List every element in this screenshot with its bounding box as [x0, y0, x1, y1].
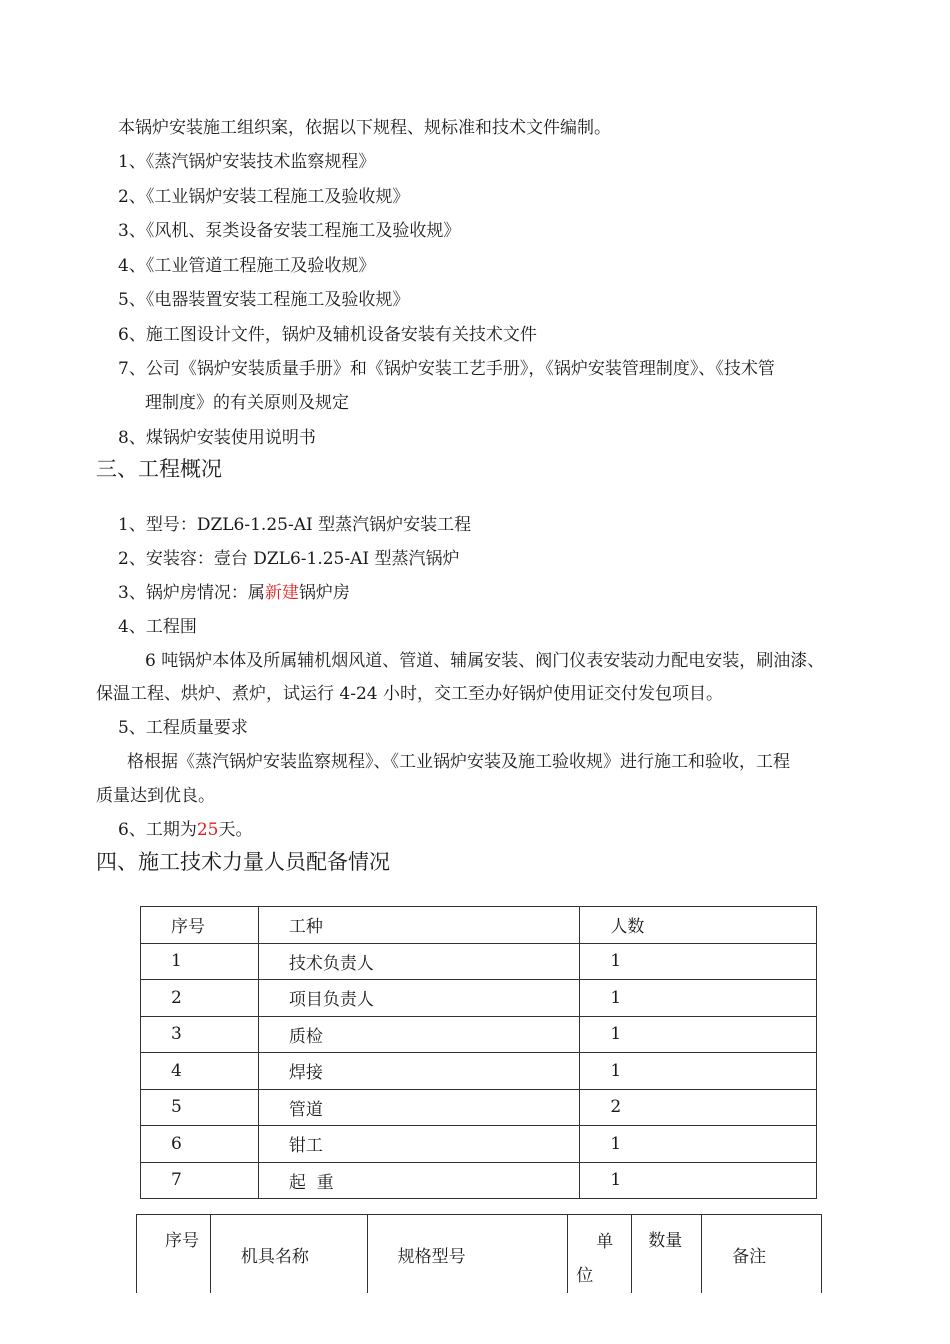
table-row [141, 1162, 817, 1199]
table-row [141, 1016, 817, 1053]
table-cell: 1 [580, 1016, 817, 1053]
overview-content: 2、安装容：壹台 DZL6-1.25-AI 型蒸汽锅炉 [118, 549, 460, 569]
table-cell: 1 [580, 1053, 817, 1090]
table-header-row [141, 907, 817, 944]
header-cell-qty: 数量 [632, 1215, 702, 1294]
room-highlight: 新建 [264, 583, 299, 603]
basis-item-continued: 理制度》的有关原则及规定 [145, 393, 349, 413]
table-cell: 1 [141, 943, 259, 980]
overview-scope-title: 4、工程围 [118, 617, 197, 637]
header-cell-name: 机具名称 [210, 1215, 367, 1294]
table-row [141, 1053, 817, 1090]
table-cell: 起 重 [258, 1162, 580, 1199]
basis-item: 3、《风机、泵类设备安装工程施工及验收规》 [118, 221, 461, 241]
table-cell: 1 [580, 980, 817, 1017]
table-cell: 2 [580, 1089, 817, 1126]
overview-period [118, 820, 252, 840]
table-cell: 钳工 [258, 1126, 580, 1163]
overview-quality-line: 格根据《蒸汽锅炉安装监察规程》、《工业锅炉安装及施工验收规》进行施工和验收，工程 [127, 752, 790, 772]
basis-item: 6、施工图设计文件，锅炉及辅机设备安装有关技术文件 [118, 325, 537, 345]
basis-item: 8、煤锅炉安装使用说明书 [118, 428, 316, 448]
table-cell: 1 [580, 1126, 817, 1163]
unit-top: 单 [596, 1232, 614, 1252]
table-cell: 7 [141, 1162, 259, 1199]
header-cell-note: 备注 [702, 1215, 822, 1294]
period-suffix: 天。 [218, 820, 253, 840]
period-highlight: 25 [196, 820, 219, 840]
header-cell: 序号 [141, 907, 259, 944]
table-cell: 3 [141, 1016, 259, 1053]
table-row [141, 1126, 817, 1163]
room-suffix: 锅炉房 [298, 583, 350, 603]
table-cell: 技术负责人 [258, 943, 580, 980]
section-heading-staffing: 四、施工技术力量人员配备情况 [96, 850, 390, 874]
basis-item: 4、《工业管道工程施工及验收规》 [118, 256, 376, 276]
table-row [141, 980, 817, 1017]
table-cell: 6 [141, 1126, 259, 1163]
header-cell-unit [568, 1215, 632, 1294]
room-prefix: 3、锅炉房情况：属 [118, 583, 265, 603]
overview-scope-line: 保温工程、烘炉、煮炉，试运行 4-24 小时，交工至办好锅炉使用证交付发包项目。 [96, 684, 723, 704]
tools-table [136, 1214, 822, 1293]
table-cell: 质检 [258, 1016, 580, 1053]
basis-item: 7、公司《锅炉安装质量手册》和《锅炉安装工艺手册》，《锅炉安装管理制度》、《技术管 [118, 359, 775, 379]
overview-quality-title: 5、工程质量要求 [118, 718, 248, 738]
basis-intro: 本锅炉安装施工组织案，依据以下规程、规标准和技术文件编制。 [118, 118, 611, 138]
period-prefix: 6、工期为 [118, 820, 197, 840]
table-row [141, 1089, 817, 1126]
table-cell: 焊接 [258, 1053, 580, 1090]
header-cell: 工种 [258, 907, 580, 944]
staffing-table [140, 906, 817, 1199]
table-header-row [137, 1215, 822, 1294]
overview-model: 1、型号：DZL6-1.25-AI 型蒸汽锅炉安装工程 [118, 515, 472, 535]
table-cell: 管道 [258, 1089, 580, 1126]
basis-item: 2、《工业锅炉安装工程施工及验收规》 [118, 187, 410, 207]
table-cell: 2 [141, 980, 259, 1017]
table-cell: 4 [141, 1053, 259, 1090]
table-cell: 1 [580, 943, 817, 980]
overview-boiler-room [118, 583, 350, 603]
table-row [141, 943, 817, 980]
overview-quality-line: 质量达到优良。 [96, 786, 215, 806]
table-cell: 1 [580, 1162, 817, 1199]
table-cell: 5 [141, 1089, 259, 1126]
section-heading-overview: 三、工程概况 [96, 457, 222, 481]
unit-bottom: 位 [576, 1266, 594, 1286]
overview-scope-line: 6 吨锅炉本体及所属辅机烟风道、管道、辅属安装、阀门仪表安装动力配电安装，刷油漆、 [145, 651, 825, 671]
basis-item: 5、《电器装置安装工程施工及验收规》 [118, 290, 410, 310]
basis-item: 1、《蒸汽锅炉安装技术监察规程》 [118, 152, 376, 172]
header-cell-spec: 规格型号 [367, 1215, 568, 1294]
table-cell: 项目负责人 [258, 980, 580, 1017]
header-cell: 人数 [580, 907, 817, 944]
header-cell-no: 序号 [137, 1215, 211, 1294]
